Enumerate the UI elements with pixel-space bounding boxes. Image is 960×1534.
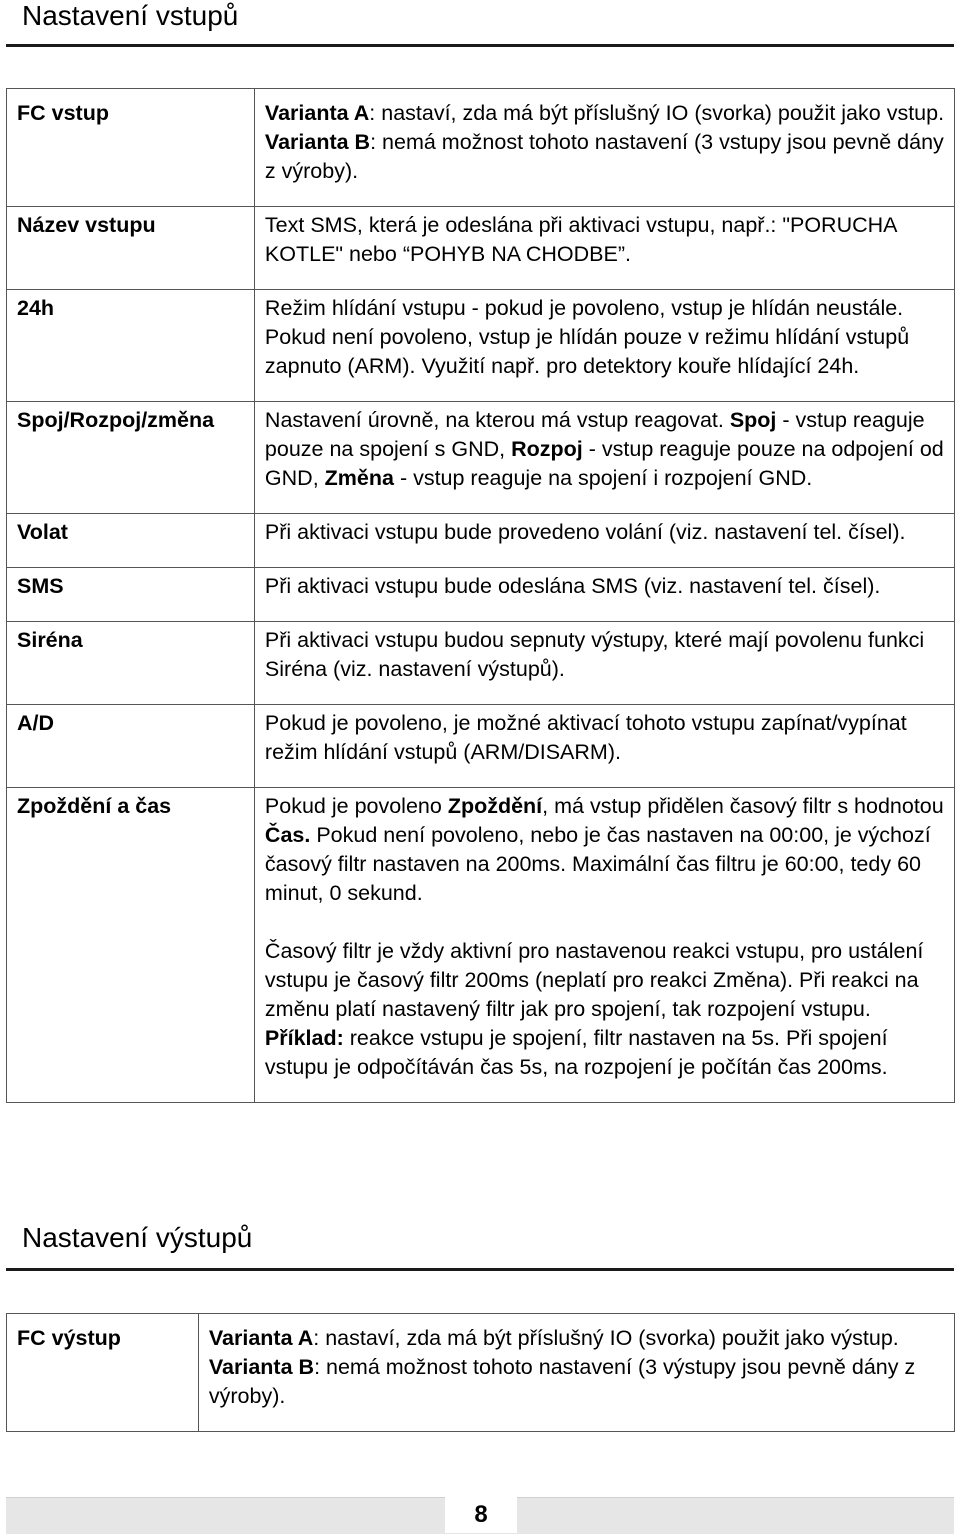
description-paragraph bbox=[265, 709, 946, 767]
setting-description bbox=[254, 788, 954, 1103]
description-text: Pokud je povoleno bbox=[264, 794, 448, 818]
setting-row bbox=[7, 402, 955, 514]
description-text: , má vstup přidělen časový filtr s hodnotou bbox=[542, 794, 944, 818]
bold-term: Varianta A bbox=[208, 1326, 314, 1350]
inputs-section-title: Nastavení vstupů bbox=[22, 0, 239, 31]
setting-description bbox=[254, 514, 954, 568]
setting-row bbox=[7, 89, 955, 207]
setting-row bbox=[7, 622, 955, 705]
bold-term: Varianta A bbox=[264, 101, 370, 125]
description-text: Nastavení úrovně, na kterou má vstup reagovat. bbox=[264, 408, 730, 432]
outputs-section-title: Nastavení výstupů bbox=[22, 1222, 253, 1253]
setting-row bbox=[7, 568, 955, 622]
description-paragraph bbox=[265, 294, 946, 381]
setting-description bbox=[254, 207, 954, 290]
setting-description bbox=[254, 89, 954, 207]
inputs-settings-table bbox=[6, 88, 955, 1103]
setting-row bbox=[7, 207, 955, 290]
description-paragraph bbox=[265, 99, 946, 128]
setting-label: A/D bbox=[7, 705, 255, 788]
description-text: - vstup reaguje pouze na spojení s GND, bbox=[264, 408, 925, 461]
description-text: Pokud není povoleno, nebo je čas nastaven na 00:00, je výchozí časový filtr nastaven na 200ms. Maximální čas filtru je 60:00, tedy 60 minut, 0 sekund. bbox=[264, 823, 931, 905]
setting-row bbox=[7, 514, 955, 568]
setting-label: FC vstup bbox=[7, 89, 255, 207]
setting-row bbox=[7, 788, 955, 1103]
description-text: Pokud je povoleno, je možné aktivací tohoto vstupu zapínat/vypínat režim hlídání vstupů (ARM/DISARM). bbox=[264, 711, 907, 764]
setting-description bbox=[198, 1314, 954, 1432]
setting-description bbox=[254, 568, 954, 622]
inputs-table-body bbox=[7, 89, 955, 1103]
description-text: : nemá možnost tohoto nastavení (3 výstupy jsou pevně dány z výroby). bbox=[208, 1355, 916, 1408]
setting-description bbox=[254, 290, 954, 402]
description-text: Při aktivaci vstupu budou sepnuty výstupy, které mají povolenu funkci Siréna (viz. nastavení výstupů). bbox=[264, 628, 925, 681]
page-number: 8 bbox=[445, 1497, 517, 1533]
bold-term: Příklad: bbox=[264, 1026, 344, 1050]
bold-term: Varianta B bbox=[264, 130, 371, 154]
description-text: - vstup reaguje na spojení i rozpojení GND. bbox=[393, 466, 813, 490]
description-paragraph bbox=[265, 211, 946, 269]
description-paragraph bbox=[265, 128, 946, 186]
bold-term: Varianta B bbox=[208, 1355, 315, 1379]
setting-description bbox=[254, 622, 954, 705]
setting-label: Název vstupu bbox=[7, 207, 255, 290]
description-paragraph bbox=[209, 1324, 946, 1353]
setting-label: Volat bbox=[7, 514, 255, 568]
outputs-table-body bbox=[7, 1314, 955, 1432]
description-paragraph bbox=[265, 792, 946, 908]
description-text: Režim hlídání vstupu - pokud je povoleno, vstup je hlídán neustále. Pokud není povoleno, vstup je hlídán pouze v režimu hlídání vstupů zapnuto (ARM). Využití např. pro detektory kouře hlídající 24h. bbox=[264, 296, 910, 378]
description-text: reakce vstupu je spojení, filtr nastaven na 5s. Při spojení vstupu je odpočítáván čas 5s, na rozpojení je počítán čas 200ms. bbox=[264, 1026, 888, 1079]
description-text: Při aktivaci vstupu bude odeslána SMS (viz. nastavení tel. čísel). bbox=[264, 574, 881, 598]
description-paragraph bbox=[265, 572, 946, 601]
description-text: Při aktivaci vstupu bude provedeno volání (viz. nastavení tel. čísel). bbox=[264, 520, 906, 544]
bold-term: Spoj bbox=[729, 408, 777, 432]
setting-label: 24h bbox=[7, 290, 255, 402]
description-paragraph bbox=[265, 406, 946, 493]
paragraph-gap bbox=[265, 908, 946, 937]
setting-row bbox=[7, 1314, 955, 1432]
description-paragraph bbox=[209, 1353, 946, 1411]
inputs-title-rule bbox=[6, 44, 954, 47]
setting-label: Zpoždění a čas bbox=[7, 788, 255, 1103]
setting-label: SMS bbox=[7, 568, 255, 622]
description-paragraph bbox=[265, 937, 946, 1082]
setting-label: Spoj/Rozpoj/změna bbox=[7, 402, 255, 514]
outputs-title-rule bbox=[6, 1268, 954, 1271]
description-text: : nemá možnost tohoto nastavení (3 vstupy jsou pevně dány z výroby). bbox=[264, 130, 944, 183]
setting-description bbox=[254, 705, 954, 788]
outputs-settings-table bbox=[6, 1313, 955, 1432]
bold-term: Změna bbox=[324, 466, 394, 490]
description-text: - vstup reaguje pouze na odpojení od GND, bbox=[264, 437, 944, 490]
setting-row bbox=[7, 705, 955, 788]
description-text: Časový filtr je vždy aktivní pro nastavenou reakci vstupu, pro ustálení vstupu je časový filtr 200ms (neplatí pro reakci Změna). Při reakci na změnu platí nastavený filtr jak pro spojení, tak rozpojení vstupu. bbox=[264, 939, 924, 1021]
bold-term: Čas. bbox=[264, 823, 311, 847]
description-paragraph bbox=[265, 626, 946, 684]
description-text: : nastaví, zda má být příslušný IO (svorka) použit jako vstup. bbox=[369, 101, 945, 125]
setting-row bbox=[7, 290, 955, 402]
bold-term: Zpoždění bbox=[447, 794, 543, 818]
description-paragraph bbox=[265, 518, 946, 547]
setting-label: Siréna bbox=[7, 622, 255, 705]
description-text: Text SMS, která je odeslána při aktivaci vstupu, např.: "PORUCHA KOTLE" nebo “POHYB NA CHODBE”. bbox=[264, 213, 897, 266]
bold-term: Rozpoj bbox=[511, 437, 583, 461]
setting-description bbox=[254, 402, 954, 514]
description-text: : nastaví, zda má být příslušný IO (svorka) použit jako výstup. bbox=[313, 1326, 899, 1350]
setting-label: FC výstup bbox=[7, 1314, 199, 1432]
